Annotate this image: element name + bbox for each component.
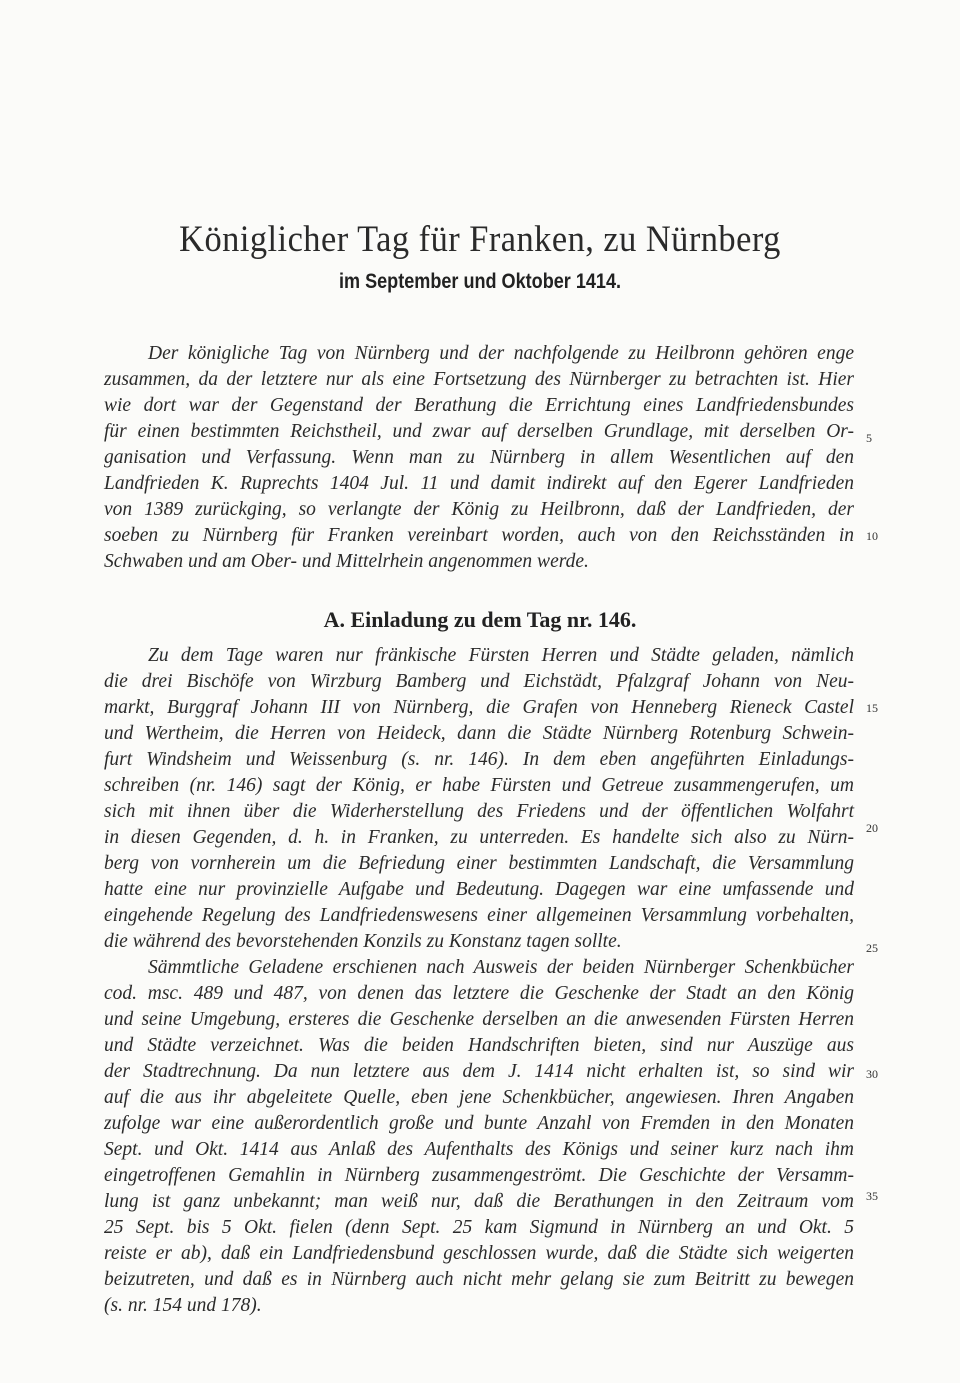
text-line: auf die aus ihr abgeleitete Quelle, eben jene Schenkbücher, angewiesen. Ihren Angaben [104, 1087, 854, 1108]
text-line: in diesen Gegenden, d. h. in Franken, zu unterreden. Es handelte sich also zu Nürn- [104, 827, 854, 848]
text-line: für einen bestimmten Reichstheil, und zwar auf derselben Grundlage, mit derselben Or- [104, 421, 854, 442]
text-line: cod. msc. 489 und 487, von denen das letztere die Geschenke der Stadt an den König [104, 983, 854, 1004]
text-line: zufolge war eine außerordentlich große und bunte Anzahl von Fremden in den Monaten [104, 1113, 854, 1134]
text-line: soeben zu Nürnberg für Franken vereinbart worden, auch von den Reichsständen in [104, 525, 854, 546]
page-title: Königlicher Tag für Franken, zu Nürnberg [179, 219, 781, 260]
line-number: 20 [866, 821, 878, 835]
text-line: und seine Umgebung, ersteres die Geschenke derselben an die anwesenden Fürsten Herren [104, 1009, 854, 1030]
line-number: 30 [866, 1067, 878, 1081]
line-number: 15 [866, 701, 878, 715]
text-line: Der königliche Tag von Nürnberg und der nachfolgende zu Heilbronn gehören enge [148, 343, 854, 364]
text-line: zusammen, da der letztere nur als eine Fortsetzung des Nürnberger zu betrachten ist. Hier [104, 369, 854, 390]
text-line: furt Windsheim und Weissenburg (s. nr. 146). In dem eben angeführten Einladungs- [104, 749, 854, 770]
text-line: lung ist ganz unbekannt; man weiß nur, daß die Berathungen in den Zeitraum vom [104, 1191, 854, 1212]
line-number: 25 [866, 941, 878, 955]
text-line: hatte eine nur provinzielle Aufgabe und Bedeutung. Dagegen war eine umfassende und [104, 879, 854, 900]
text-line: berg von vornherein um die Befriedung einer bestimmten Landschaft, die Versammlung [104, 853, 854, 874]
text-line: (s. nr. 154 und 178). [104, 1295, 262, 1316]
text-line: ganisation und Verfassung. Wenn man zu Nürnberg in allem Wesentlichen auf den [104, 447, 854, 468]
text-line: Sept. und Okt. 1414 aus Anlaß des Aufenthalts des Königs und seiner kurz nach ihm [104, 1139, 854, 1160]
text-line: markt, Burggraf Johann III von Nürnberg, die Grafen von Henneberg Rieneck Castel [104, 697, 854, 718]
section-heading: A. Einladung zu dem Tag nr. 146. [323, 607, 637, 632]
text-line: schreiben (nr. 146) sagt der König, er habe Fürsten und Getreue zusammengerufen, um [104, 775, 854, 796]
text-line: die drei Bischöfe von Wirzburg Bamberg und Eichstädt, Pfalzgraf Johann von Neu- [104, 671, 854, 692]
page-subtitle: im September und Oktober 1414. [338, 270, 622, 293]
text-line: der Stadtrechnung. Da nun letztere aus dem J. 1414 nicht erhalten ist, so sind wir [104, 1061, 854, 1082]
text-line: und Wertheim, die Herren von Heideck, dann die Städte Nürnberg Rotenburg Schwein- [104, 723, 854, 744]
text-line: Sämmtliche Geladene erschienen nach Ausweis der beiden Nürnberger Schenkbücher [148, 957, 854, 978]
text-line: von 1389 zurückging, so verlangte der König zu Heilbronn, daß der Landfrieden, der [104, 499, 854, 520]
text-line: Zu dem Tage waren nur fränkische Fürsten Herren und Städte geladen, nämlich [148, 645, 854, 666]
text-line: eingehende Regelung des Landfriedenswesens einer allgemeinen Versammlung vorbehalten, [104, 905, 854, 926]
text-line: reiste er ab), daß ein Landfriedensbund geschlossen wurde, daß die Städte sich weigerten [104, 1243, 854, 1264]
line-number: 5 [866, 431, 872, 445]
text-line: Schwaben und am Ober- und Mittelrhein angenommen werde. [104, 551, 589, 572]
text-line: wie dort war der Gegenstand der Berathung die Errichtung eines Landfriedensbundes [104, 395, 854, 416]
text-line: eingetroffenen Gemahlin in Nürnberg zusammengeströmt. Die Geschichte der Versamm- [104, 1165, 854, 1186]
text-line: sich mit ihnen über die Widerherstellung des Friedens und der öffentlichen Wolfahrt [104, 801, 854, 822]
line-number: 10 [866, 529, 878, 543]
text-line: 25 Sept. bis 5 Okt. fielen (denn Sept. 25 kam Sigmund in Nürnberg an und Okt. 5 [104, 1217, 854, 1238]
text-line: die während des bevorstehenden Konzils zu Konstanz tagen sollte. [104, 931, 622, 952]
text-line: Landfrieden K. Ruprechts 1404 Jul. 11 und damit indirekt auf den Egerer Landfrieden [104, 473, 854, 494]
line-number: 35 [866, 1189, 878, 1203]
text-line: und Städte verzeichnet. Was die beiden Handschriften bieten, sind nur Auszüge aus [104, 1035, 854, 1056]
text-line: beizutreten, und daß es in Nürnberg auch nicht mehr gelang sie zum Beitritt zu bewegen [104, 1269, 854, 1290]
